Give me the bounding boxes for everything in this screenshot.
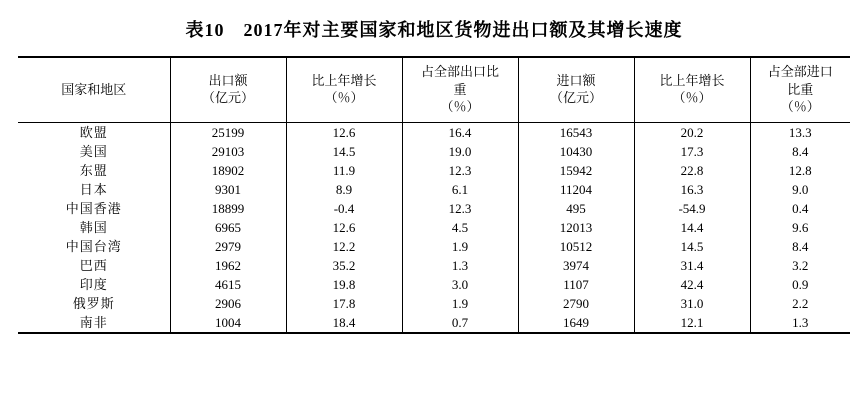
column-header-import-share-line2: 比重 <box>787 81 814 97</box>
cell-import-share: 8.4 <box>750 237 850 256</box>
table-row <box>18 199 850 218</box>
cell-import-share: 9.0 <box>750 180 850 199</box>
cell-export-share: 1.9 <box>402 294 518 313</box>
table-row <box>18 256 850 275</box>
table-row <box>18 122 850 142</box>
column-header-import-growth <box>634 57 750 122</box>
cell-import-growth: 20.2 <box>634 122 750 142</box>
column-header-import-value-line2: （亿元） <box>549 90 602 106</box>
cell-export-growth: 12.6 <box>286 122 402 142</box>
cell-export-growth: 11.9 <box>286 161 402 180</box>
cell-import-share: 3.2 <box>750 256 850 275</box>
cell-import-share: 9.6 <box>750 218 850 237</box>
cell-import-value: 10430 <box>518 142 634 161</box>
cell-export-share: 1.3 <box>402 256 518 275</box>
cell-import-growth: 31.0 <box>634 294 750 313</box>
cell-export-growth: 12.6 <box>286 218 402 237</box>
cell-export-value: 6965 <box>170 218 286 237</box>
cell-region: 欧盟 <box>18 122 170 142</box>
cell-export-growth: -0.4 <box>286 199 402 218</box>
cell-export-share: 19.0 <box>402 142 518 161</box>
cell-import-growth: -54.9 <box>634 199 750 218</box>
cell-region: 东盟 <box>18 161 170 180</box>
cell-export-growth: 35.2 <box>286 256 402 275</box>
cell-import-share: 13.3 <box>750 122 850 142</box>
table-row <box>18 142 850 161</box>
cell-import-value: 495 <box>518 199 634 218</box>
table-row <box>18 161 850 180</box>
cell-region: 中国香港 <box>18 199 170 218</box>
cell-import-growth: 14.4 <box>634 218 750 237</box>
cell-export-growth: 12.2 <box>286 237 402 256</box>
cell-export-value: 18902 <box>170 161 286 180</box>
cell-region: 韩国 <box>18 218 170 237</box>
cell-import-share: 2.2 <box>750 294 850 313</box>
column-header-export-value-line2: （亿元） <box>201 90 254 106</box>
cell-region: 中国台湾 <box>18 237 170 256</box>
table-header-row <box>18 57 850 122</box>
cell-export-share: 12.3 <box>402 199 518 218</box>
cell-import-growth: 16.3 <box>634 180 750 199</box>
column-header-import-value-line1: 进口额 <box>556 72 596 88</box>
cell-region: 美国 <box>18 142 170 161</box>
column-header-import-share-line1: 占全部进口 <box>767 64 833 79</box>
cell-import-value: 2790 <box>518 294 634 313</box>
cell-export-value: 18899 <box>170 199 286 218</box>
statistics-table <box>18 56 850 334</box>
cell-import-share: 12.8 <box>750 161 850 180</box>
table-row <box>18 313 850 333</box>
cell-import-value: 1107 <box>518 275 634 294</box>
cell-export-growth: 19.8 <box>286 275 402 294</box>
cell-export-growth: 18.4 <box>286 313 402 333</box>
cell-region: 日本 <box>18 180 170 199</box>
cell-export-growth: 17.8 <box>286 294 402 313</box>
page-title: 表10 2017年对主要国家和地区货物进出口额及其增长速度 <box>185 20 683 40</box>
cell-import-value: 1649 <box>518 313 634 333</box>
table-header <box>18 57 850 122</box>
cell-export-value: 25199 <box>170 122 286 142</box>
table-row <box>18 218 850 237</box>
cell-export-value: 1962 <box>170 256 286 275</box>
cell-import-value: 15942 <box>518 161 634 180</box>
cell-export-value: 2906 <box>170 294 286 313</box>
cell-export-share: 6.1 <box>402 180 518 199</box>
table-container <box>0 56 868 334</box>
cell-export-share: 0.7 <box>402 313 518 333</box>
table-body <box>18 122 850 333</box>
cell-export-share: 4.5 <box>402 218 518 237</box>
column-header-export-share-line3: （％） <box>440 99 480 115</box>
table-row <box>18 180 850 199</box>
column-header-import-growth-line2: （％） <box>672 90 712 106</box>
column-header-export-share-line1: 占全部出口比 <box>420 64 499 79</box>
cell-export-share: 16.4 <box>402 122 518 142</box>
cell-region: 印度 <box>18 275 170 294</box>
column-header-export-growth <box>286 57 402 122</box>
cell-export-share: 1.9 <box>402 237 518 256</box>
table-row <box>18 294 850 313</box>
cell-export-value: 9301 <box>170 180 286 199</box>
cell-export-share: 12.3 <box>402 161 518 180</box>
column-header-region <box>18 57 170 122</box>
column-header-export-growth-line1: 比上年增长 <box>311 72 377 88</box>
cell-import-growth: 22.8 <box>634 161 750 180</box>
cell-import-growth: 42.4 <box>634 275 750 294</box>
column-header-region-line1: 国家和地区 <box>61 81 127 97</box>
cell-region: 南非 <box>18 313 170 333</box>
cell-export-growth: 8.9 <box>286 180 402 199</box>
column-header-export-share-line2: 重 <box>453 81 467 97</box>
cell-region: 俄罗斯 <box>18 294 170 313</box>
cell-export-value: 4615 <box>170 275 286 294</box>
column-header-import-share <box>750 57 850 122</box>
cell-region: 巴西 <box>18 256 170 275</box>
table-row <box>18 237 850 256</box>
cell-import-growth: 31.4 <box>634 256 750 275</box>
cell-import-share: 1.3 <box>750 313 850 333</box>
column-header-import-value <box>518 57 634 122</box>
column-header-import-share-line3: （％） <box>780 99 820 115</box>
column-header-export-growth-line2: （％） <box>324 90 364 106</box>
column-header-import-growth-line1: 比上年增长 <box>659 72 725 88</box>
column-header-export-share <box>402 57 518 122</box>
table-row <box>18 275 850 294</box>
cell-import-growth: 12.1 <box>634 313 750 333</box>
cell-export-share: 3.0 <box>402 275 518 294</box>
cell-import-share: 0.4 <box>750 199 850 218</box>
cell-import-growth: 17.3 <box>634 142 750 161</box>
cell-import-value: 11204 <box>518 180 634 199</box>
cell-import-value: 16543 <box>518 122 634 142</box>
cell-import-value: 3974 <box>518 256 634 275</box>
column-header-export-value <box>170 57 286 122</box>
cell-export-value: 2979 <box>170 237 286 256</box>
column-header-export-value-line1: 出口额 <box>208 72 248 88</box>
cell-import-value: 10512 <box>518 237 634 256</box>
cell-import-share: 0.9 <box>750 275 850 294</box>
cell-export-value: 29103 <box>170 142 286 161</box>
cell-import-growth: 14.5 <box>634 237 750 256</box>
cell-export-value: 1004 <box>170 313 286 333</box>
cell-export-growth: 14.5 <box>286 142 402 161</box>
cell-import-value: 12013 <box>518 218 634 237</box>
cell-import-share: 8.4 <box>750 142 850 161</box>
